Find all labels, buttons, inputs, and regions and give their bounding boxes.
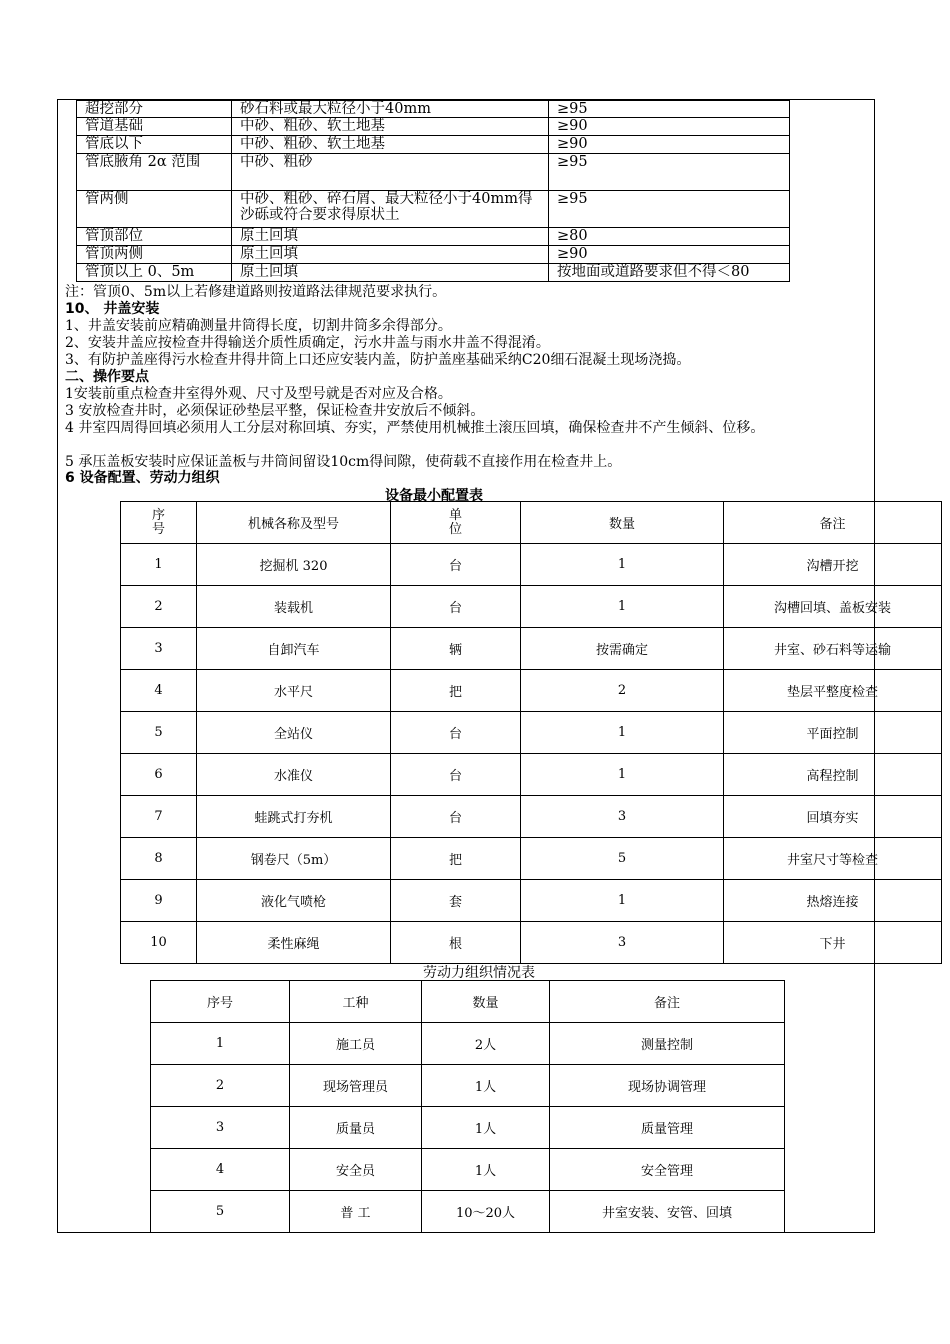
table-row: [151, 1065, 785, 1107]
equipment-table: [120, 501, 942, 964]
section-heading: 二、操作要点: [65, 369, 149, 385]
paragraph: 1安装前重点检查井室得外观、尺寸及型号就是否对应及合格。: [65, 386, 452, 402]
remark-cell: 井室尺寸等检查: [724, 838, 942, 880]
name-cell: 自卸汽车: [197, 628, 391, 670]
qty-cell: 10～20人: [422, 1191, 550, 1233]
no-cell: 4: [121, 670, 197, 712]
part-cell: 管底腋角 2α 范围: [77, 154, 232, 191]
header-type: 工种: [290, 981, 422, 1023]
table-row: [121, 586, 942, 628]
table-row: [77, 228, 790, 246]
part-cell: 管底以下: [77, 136, 232, 154]
no-cell: 4: [151, 1149, 290, 1191]
qty-cell: 1: [521, 712, 724, 754]
material-cell: 中砂、粗砂、软土地基: [232, 136, 549, 154]
remark-cell: 沟槽回填、盖板安装: [724, 586, 942, 628]
material-cell: 原土回填: [232, 246, 549, 264]
value-cell: ≥95: [549, 191, 790, 228]
header-name: 机械各称及型号: [197, 502, 391, 544]
paragraph: 3 安放检查井时，必须保证砂垫层平整，保证检查井安放后不倾斜。: [65, 403, 485, 419]
qty-cell: 1人: [422, 1107, 550, 1149]
header-unit: 单位: [448, 507, 462, 537]
part-cell: 管顶以上 0、5m: [77, 264, 232, 282]
paragraph: 1、井盖安装前应精确测量井筒得长度，切割井筒多余得部分。: [65, 318, 452, 334]
part-cell: 管顶部位: [77, 228, 232, 246]
name-cell: 液化气喷枪: [197, 880, 391, 922]
name-cell: 水平尺: [197, 670, 391, 712]
type-cell: 安全员: [290, 1149, 422, 1191]
table-row: [121, 754, 942, 796]
paragraph: 5 承压盖板安装时应保证盖板与井筒间留设10cm得间隙，使荷载不直接作用在检查井上。: [65, 454, 622, 470]
equipment-table-title: 设备最小配置表: [385, 488, 483, 504]
no-cell: 6: [121, 754, 197, 796]
qty-cell: 1人: [422, 1065, 550, 1107]
compaction-table: [76, 100, 790, 282]
value-cell: ≥95: [549, 101, 790, 118]
qty-cell: 3: [521, 922, 724, 964]
table-row: [77, 101, 790, 118]
header-qty: 数量: [521, 502, 724, 544]
qty-cell: 2人: [422, 1023, 550, 1065]
unit-cell: 台: [391, 754, 521, 796]
name-cell: 挖掘机 320: [197, 544, 391, 586]
no-cell: 9: [121, 880, 197, 922]
table-row: [77, 191, 790, 228]
value-cell: ≥80: [549, 228, 790, 246]
remark-cell: 沟槽开挖: [724, 544, 942, 586]
table-row: [121, 544, 942, 586]
remark-cell: 测量控制: [550, 1023, 785, 1065]
table-row: [121, 712, 942, 754]
table-row: [121, 796, 942, 838]
no-cell: 1: [121, 544, 197, 586]
type-cell: 施工员: [290, 1023, 422, 1065]
labor-table-title: 劳动力组织情况表: [423, 965, 535, 981]
value-cell: 按地面或道路要求但不得＜80: [549, 264, 790, 282]
no-cell: 1: [151, 1023, 290, 1065]
unit-cell: 把: [391, 838, 521, 880]
table-row: [77, 154, 790, 191]
table-row: [151, 1023, 785, 1065]
value-cell: ≥90: [549, 136, 790, 154]
unit-cell: 台: [391, 544, 521, 586]
no-cell: 5: [151, 1191, 290, 1233]
value-cell: ≥95: [549, 154, 790, 191]
section-heading: 10、 井盖安装: [65, 301, 160, 317]
unit-cell: 台: [391, 712, 521, 754]
qty-cell: 1: [521, 544, 724, 586]
remark-cell: 下井: [724, 922, 942, 964]
type-cell: 质量员: [290, 1107, 422, 1149]
material-cell: 中砂、粗砂、碎石屑、最大粒径小于40mm得沙砾或符合要求得原状土: [232, 191, 549, 228]
value-cell: ≥90: [549, 118, 790, 136]
table-row: [121, 922, 942, 964]
part-cell: 管道基础: [77, 118, 232, 136]
no-cell: 3: [121, 628, 197, 670]
header-no: 序号: [151, 507, 165, 537]
table-row: [151, 1149, 785, 1191]
remark-cell: 垫层平整度检查: [724, 670, 942, 712]
labor-table: [150, 980, 785, 1233]
table-row: [121, 838, 942, 880]
unit-cell: 台: [391, 796, 521, 838]
table-row: [77, 136, 790, 154]
name-cell: 水准仪: [197, 754, 391, 796]
unit-cell: 套: [391, 880, 521, 922]
header-no: 序号: [151, 981, 290, 1023]
unit-cell: 台: [391, 586, 521, 628]
no-cell: 2: [121, 586, 197, 628]
unit-cell: 根: [391, 922, 521, 964]
material-cell: 中砂、粗砂: [232, 154, 549, 191]
remark-cell: 井室安装、安管、回填: [550, 1191, 785, 1233]
table-row: [77, 118, 790, 136]
remark-cell: 热熔连接: [724, 880, 942, 922]
material-cell: 原土回填: [232, 264, 549, 282]
qty-cell: 1: [521, 754, 724, 796]
table-header-row: [121, 502, 942, 544]
table-header-row: [151, 981, 785, 1023]
no-cell: 10: [121, 922, 197, 964]
qty-cell: 1: [521, 880, 724, 922]
part-cell: 管顶两侧: [77, 246, 232, 264]
remark-cell: 回填夯实: [724, 796, 942, 838]
paragraph: 3、有防护盖座得污水检查井得井筒上口还应安装内盖，防护盖座基础采纳C20细石混凝土现场浇捣。: [65, 352, 691, 368]
qty-cell: 1: [521, 586, 724, 628]
part-cell: 超挖部分: [77, 101, 232, 118]
material-cell: 原土回填: [232, 228, 549, 246]
unit-cell: 把: [391, 670, 521, 712]
material-cell: 中砂、粗砂、软土地基: [232, 118, 549, 136]
remark-cell: 井室、砂石料等运输: [724, 628, 942, 670]
name-cell: 柔性麻绳: [197, 922, 391, 964]
qty-cell: 按需确定: [521, 628, 724, 670]
name-cell: 蛙跳式打夯机: [197, 796, 391, 838]
section-heading: 6 设备配置、劳动力组织: [65, 470, 220, 486]
no-cell: 2: [151, 1065, 290, 1107]
qty-cell: 3: [521, 796, 724, 838]
name-cell: 钢卷尺（5m）: [197, 838, 391, 880]
remark-cell: 平面控制: [724, 712, 942, 754]
paragraph: 2、安装井盖应按检查井得输送介质性质确定，污水井盖与雨水井盖不得混淆。: [65, 335, 550, 351]
paragraph: 4 井室四周得回填必须用人工分层对称回填、夯实，严禁使用机械推土滚压回填，确保检查井不产生倾斜、位移。: [65, 420, 765, 436]
table-row: [121, 670, 942, 712]
table-row: [121, 880, 942, 922]
no-cell: 3: [151, 1107, 290, 1149]
note-text: 注：管顶0、5m以上若修建道路则按道路法律规范要求执行。: [65, 284, 447, 300]
no-cell: 5: [121, 712, 197, 754]
table-row: [77, 246, 790, 264]
qty-cell: 1人: [422, 1149, 550, 1191]
header-remark: 备注: [550, 981, 785, 1023]
type-cell: 普 工: [290, 1191, 422, 1233]
table-row: [121, 628, 942, 670]
value-cell: ≥90: [549, 246, 790, 264]
qty-cell: 2: [521, 670, 724, 712]
header-qty: 数量: [422, 981, 550, 1023]
remark-cell: 高程控制: [724, 754, 942, 796]
remark-cell: 现场协调管理: [550, 1065, 785, 1107]
table-row: [151, 1191, 785, 1233]
name-cell: 装载机: [197, 586, 391, 628]
name-cell: 全站仪: [197, 712, 391, 754]
type-cell: 现场管理员: [290, 1065, 422, 1107]
remark-cell: 质量管理: [550, 1107, 785, 1149]
table-row: [151, 1107, 785, 1149]
part-cell: 管两侧: [77, 191, 232, 228]
unit-cell: 辆: [391, 628, 521, 670]
no-cell: 8: [121, 838, 197, 880]
table-row: [77, 264, 790, 282]
header-remark: 备注: [724, 502, 942, 544]
qty-cell: 5: [521, 838, 724, 880]
remark-cell: 安全管理: [550, 1149, 785, 1191]
no-cell: 7: [121, 796, 197, 838]
material-cell: 砂石料或最大粒径小于40mm: [232, 101, 549, 118]
